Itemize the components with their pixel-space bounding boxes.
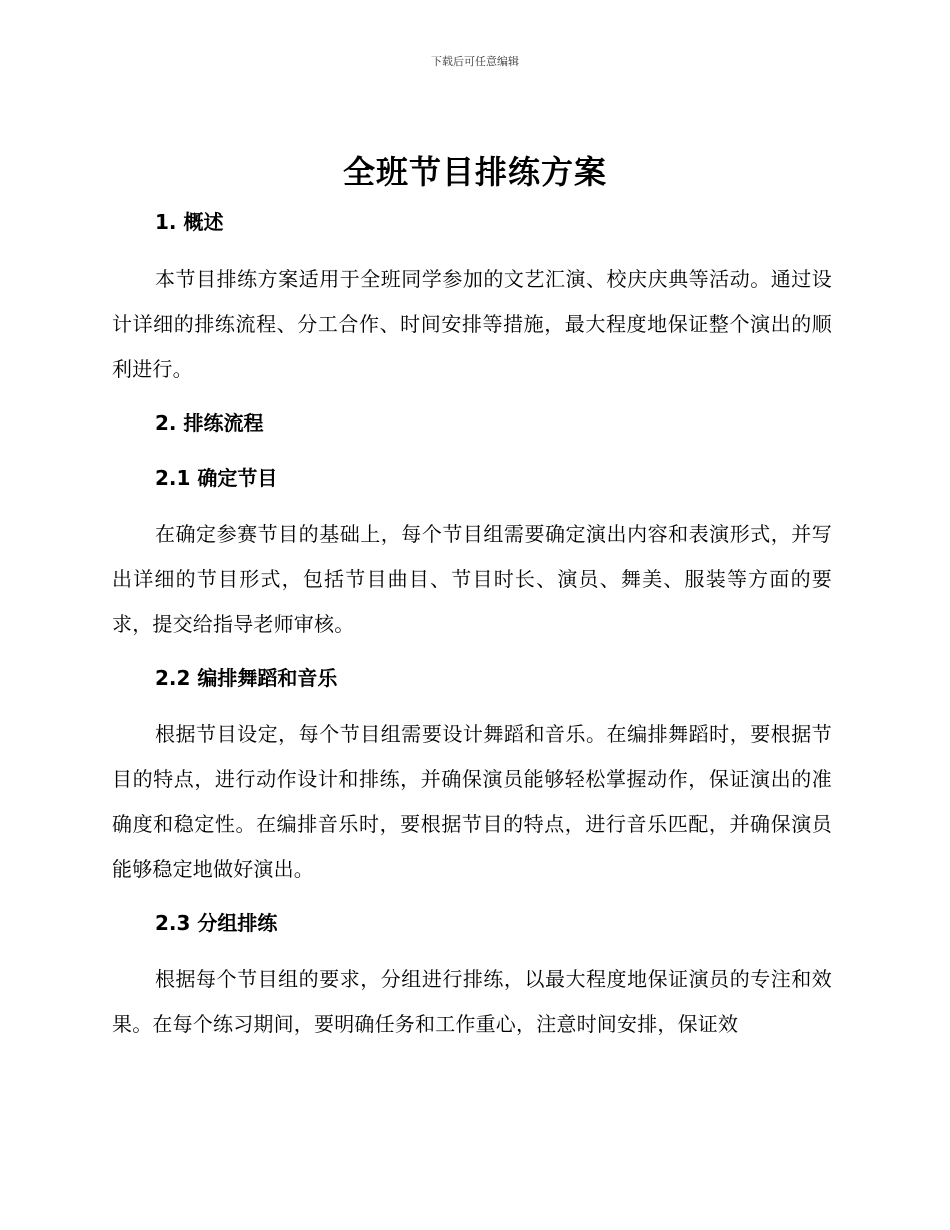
subsection-heading-2-2: 2.2 编排舞蹈和音乐	[155, 666, 338, 690]
section-heading-overview: 1. 概述	[155, 210, 224, 234]
document-title: 全班节目排练方案	[342, 153, 607, 191]
paragraph-2-2: 根据节目设定，每个节目组需要设计舞蹈和音乐。在编排舞蹈时，要根据节目的特点，进行动作设计和排练，并确保演员能够轻松掌握动作，保证演出的准确度和稳定性。在编排音乐时，要根据节目的特点，进行音乐匹配，并确保演员能够稳定地做好演出。	[112, 722, 832, 881]
paragraph-overview: 本节目排练方案适用于全班同学参加的文艺汇演、校庆庆典等活动。通过设计详细的排练流程、分工合作、时间安排等措施，最大程度地保证整个演出的顺利进行。	[112, 267, 832, 381]
section-heading-process: 2. 排练流程	[155, 411, 264, 435]
paragraph-2-1: 在确定参赛节目的基础上，每个节目组需要确定演出内容和表演形式，并写出详细的节目形式，包括节目曲目、节目时长、演员、舞美、服装等方面的要求，提交给指导老师审核。	[112, 522, 832, 636]
paragraph-2-3: 根据每个节目组的要求，分组进行排练，以最大程度地保证演员的专注和效果。在每个练习期间，要明确任务和工作重心，注意时间安排，保证效	[112, 967, 832, 1036]
page-header-note: 下载后可任意编辑	[431, 55, 519, 68]
document-body	[112, 202, 832, 1047]
subsection-heading-2-3: 2.3 分组排练	[155, 911, 278, 935]
subsection-heading-2-1: 2.1 确定节目	[155, 466, 278, 490]
